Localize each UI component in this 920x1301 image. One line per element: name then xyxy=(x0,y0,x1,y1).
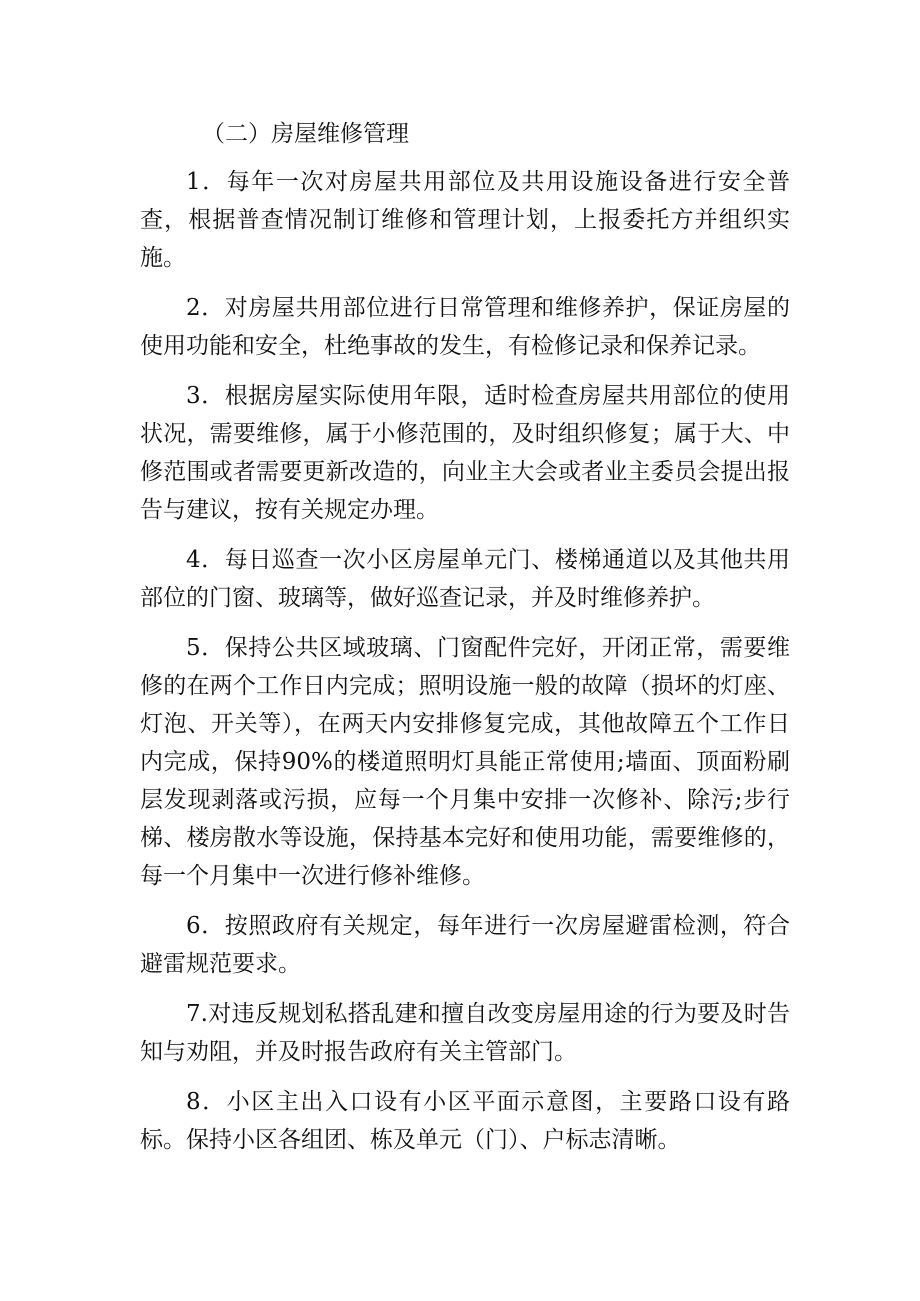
paragraph-7: 7.对违反规划私搭乱建和擅自改变房屋用途的行为要及时告知与劝阻，并及时报告政府有关主管部门。 xyxy=(140,1001,790,1065)
paragraph-1: 1．每年一次对房屋共用部位及共用设施设备进行安全普查，根据普查情况制订维修和管理计划，上报委托方并组织实施。 xyxy=(140,169,790,271)
paragraph-8: 8．小区主出入口设有小区平面示意图，主要路口设有路标。保持小区各组团、栋及单元（门）、户标志清晰。 xyxy=(140,1089,790,1153)
paragraph-3: 3．根据房屋实际使用年限，适时检查房屋共用部位的使用状况，需要维修，属于小修范围的，及时组织修复；属于大、中修范围或者需要更新改造的，向业主大会或者业主委员会提出报告与建议，按有关规定办理。 xyxy=(140,383,790,523)
paragraph-6: 6．按照政府有关规定，每年进行一次房屋避雷检测，符合避雷规范要求。 xyxy=(140,913,790,977)
paragraph-2: 2．对房屋共用部位进行日常管理和维修养护，保证房屋的使用功能和安全，杜绝事故的发生，有检修记录和保养记录。 xyxy=(140,295,790,359)
section-heading: （二）房屋维修管理 xyxy=(202,121,409,147)
paragraph-4: 4．每日巡查一次小区房屋单元门、楼梯通道以及其他共用部位的门窗、玻璃等，做好巡查记录，并及时维修养护。 xyxy=(140,547,790,611)
document-body xyxy=(140,115,790,1159)
paragraph-5: 5．保持公共区域玻璃、门窗配件完好，开闭正常，需要维修的在两个工作日内完成；照明设施一般的故障（损坏的灯座、灯泡、开关等），在两天内安排修复完成，其他故障五个工作日内完成，保持90%的楼道照明灯具能正常使用;墙面、顶面粉刷层发现剥落或污损，应每一个月集中安排一次修补、除污;步行梯、楼房散水等设施，保持基本完好和使用功能，需要维修的，每一个月集中一次进行修补维修。 xyxy=(140,635,790,889)
